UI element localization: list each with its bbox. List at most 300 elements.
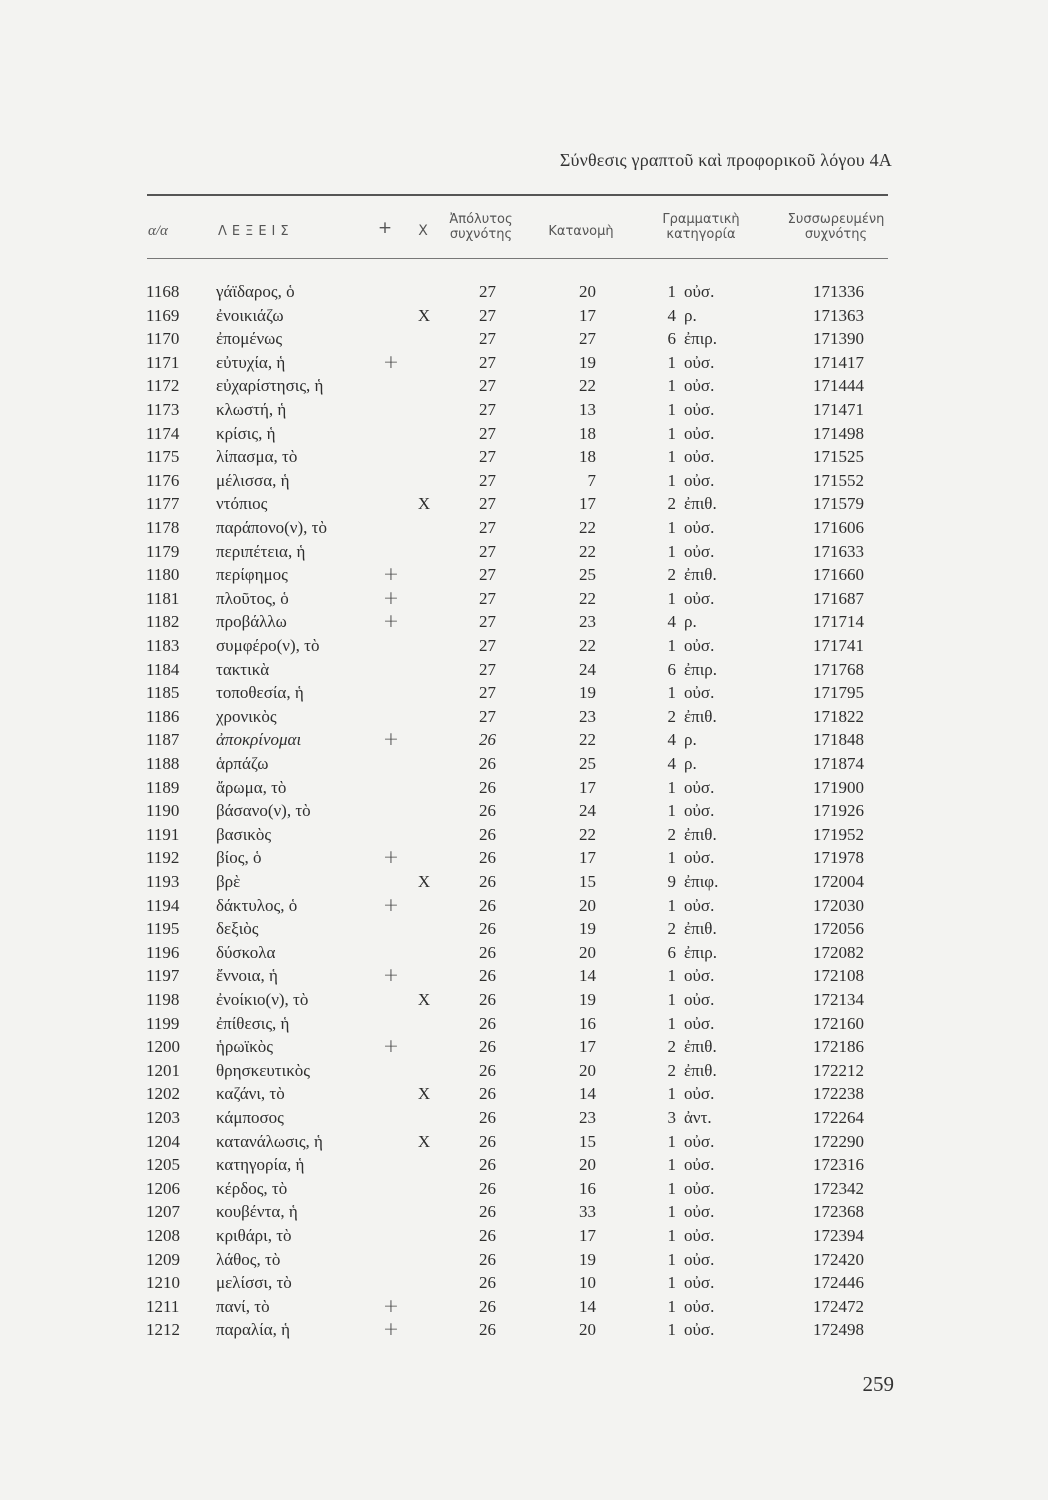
table-row (0, 846, 1048, 870)
cumulative-frequency: 171552 (813, 470, 864, 490)
table-row (0, 422, 1048, 446)
word: βάσανο(ν), τὸ (216, 801, 311, 821)
absolute-frequency: 27 (479, 305, 496, 325)
plus-mark: + (383, 1318, 399, 1341)
distribution: 23 (579, 612, 596, 632)
table-row (0, 1295, 1048, 1319)
category-number: 1 (667, 636, 676, 655)
category-abbrev: οὐσ. (684, 400, 715, 419)
absolute-frequency: 26 (479, 754, 496, 773)
distribution: 17 (579, 305, 596, 325)
word: ἐπομένως (216, 329, 283, 349)
distribution: 16 (579, 1178, 596, 1198)
table-row (0, 304, 1048, 328)
plus-mark: + (383, 893, 399, 916)
category-number: 1 (667, 541, 676, 561)
table-row (0, 705, 1048, 729)
page-number: 259 (862, 1372, 894, 1396)
word: ἐνοικιάζω (216, 305, 284, 325)
category-abbrev: οὐσ. (684, 1296, 715, 1316)
row-number: 1190 (146, 801, 180, 821)
word: λίπασμα, τὸ (216, 447, 298, 467)
cumulative-frequency: 171768 (813, 659, 864, 679)
cumulative-frequency: 171471 (813, 400, 864, 419)
row-number: 1168 (146, 282, 180, 301)
row-number: 1182 (146, 612, 180, 632)
cumulative-frequency: 171633 (813, 541, 864, 561)
cumulative-frequency: 172030 (813, 895, 864, 915)
header-absolute-frequency (440, 212, 522, 242)
category-abbrev: οὐσ. (684, 447, 715, 467)
x-mark: Χ (417, 494, 431, 514)
absolute-frequency: 27 (479, 518, 496, 537)
row-number: 1205 (146, 1155, 180, 1175)
row-number: 1196 (146, 942, 180, 962)
distribution: 17 (579, 1037, 596, 1057)
category-abbrev: ἐπιθ. (684, 565, 717, 585)
word: βίος, ὁ (216, 848, 262, 868)
header-abs-line1: Ἀπόλυτος (449, 212, 513, 227)
word: καζάνι, τὸ (216, 1084, 285, 1104)
word: ντόπιος (216, 494, 268, 514)
distribution: 25 (579, 565, 596, 585)
row-number: 1172 (146, 376, 180, 396)
distribution: 20 (579, 282, 596, 301)
distribution: 22 (579, 541, 596, 561)
table-row (0, 351, 1048, 375)
category-abbrev: οὐσ. (684, 1202, 715, 1222)
word: πανί, τὸ (216, 1296, 270, 1316)
table-row (0, 1177, 1048, 1201)
row-number: 1204 (146, 1131, 180, 1151)
word: θρησκευτικὸς (216, 1060, 311, 1080)
cumulative-frequency: 171978 (813, 848, 864, 868)
word: πλοῦτος, ὁ (216, 588, 289, 608)
distribution: 16 (579, 1013, 596, 1033)
distribution: 17 (579, 494, 596, 514)
distribution: 22 (579, 518, 596, 537)
category-abbrev: οὐσ. (684, 1084, 715, 1104)
row-number: 1197 (146, 966, 180, 986)
distribution: 22 (579, 824, 596, 844)
word: ἁρπάζω (216, 754, 269, 773)
category-abbrev: ἐπιρ. (684, 659, 718, 679)
distribution: 25 (579, 754, 596, 773)
category-number: 1 (667, 588, 676, 608)
absolute-frequency: 26 (479, 1060, 496, 1080)
cumulative-frequency: 171606 (813, 518, 864, 537)
cumulative-frequency: 172056 (813, 919, 864, 939)
header-abs-line2: συχνότης (449, 227, 513, 242)
row-number: 1198 (146, 990, 180, 1009)
distribution: 20 (579, 1060, 596, 1080)
cumulative-frequency: 172446 (813, 1273, 864, 1293)
absolute-frequency: 27 (479, 565, 496, 585)
row-number: 1210 (146, 1273, 180, 1293)
table-row (0, 894, 1048, 918)
category-number: 1 (667, 1226, 676, 1245)
row-number: 1185 (146, 683, 180, 703)
category-number: 1 (667, 282, 676, 301)
absolute-frequency: 26 (479, 1226, 496, 1245)
absolute-frequency: 26 (479, 1320, 496, 1340)
distribution: 14 (579, 1084, 596, 1104)
category-number: 6 (667, 942, 676, 962)
category-abbrev: οὐσ. (684, 1320, 715, 1340)
table-row (0, 1059, 1048, 1083)
row-number: 1184 (146, 659, 180, 679)
cumulative-frequency: 172420 (813, 1249, 864, 1269)
category-abbrev: ἐπιθ. (684, 1060, 717, 1080)
absolute-frequency: 27 (479, 447, 496, 467)
category-number: 1 (667, 447, 676, 467)
word: εὐχαρίστησις, ἡ (216, 376, 324, 396)
row-number: 1194 (146, 895, 180, 915)
table-row (0, 941, 1048, 965)
word: εὐτυχία, ἡ (216, 352, 286, 372)
absolute-frequency: 26 (479, 1037, 496, 1057)
category-number: 6 (667, 329, 676, 349)
distribution: 22 (579, 636, 596, 655)
word: κλωστή, ἡ (216, 400, 287, 419)
absolute-frequency: 26 (479, 1249, 496, 1269)
word: μέλισσα, ἡ (216, 470, 290, 490)
row-number: 1195 (146, 919, 180, 939)
word: ἔννοια, ἡ (216, 966, 278, 986)
cumulative-frequency: 172290 (813, 1131, 864, 1151)
row-number: 1212 (146, 1320, 180, 1340)
distribution: 20 (579, 1155, 596, 1175)
row-number: 1201 (146, 1060, 180, 1080)
distribution: 17 (579, 777, 596, 797)
distribution: 23 (579, 706, 596, 726)
row-number: 1169 (146, 305, 180, 325)
x-mark: Χ (417, 1131, 431, 1151)
category-number: 1 (667, 423, 676, 443)
absolute-frequency: 26 (479, 1131, 496, 1151)
plus-mark: + (383, 846, 399, 869)
category-number: 1 (667, 990, 676, 1009)
cumulative-frequency: 171714 (813, 612, 864, 632)
cumulative-frequency: 172082 (813, 942, 864, 962)
table-row (0, 823, 1048, 847)
category-abbrev: οὐσ. (684, 683, 715, 703)
absolute-frequency: 27 (479, 541, 496, 561)
category-number: 2 (667, 919, 676, 939)
distribution: 10 (579, 1273, 596, 1293)
category-number: 4 (667, 305, 676, 325)
absolute-frequency: 26 (479, 966, 496, 986)
category-abbrev: ρ. (684, 730, 697, 750)
word: κέρδος, τὸ (216, 1178, 288, 1198)
category-abbrev: οὐσ. (684, 423, 715, 443)
word: κατανάλωσις, ἡ (216, 1131, 323, 1151)
category-abbrev: οὐσ. (684, 1178, 715, 1198)
category-abbrev: ρ. (684, 754, 697, 773)
row-number: 1186 (146, 706, 180, 726)
distribution: 22 (579, 730, 596, 750)
table-row (0, 540, 1048, 564)
absolute-frequency: 26 (479, 872, 496, 891)
row-number: 1188 (146, 754, 180, 773)
table-row (0, 681, 1048, 705)
category-number: 4 (667, 612, 676, 632)
row-number: 1209 (146, 1249, 180, 1269)
table-row (0, 1082, 1048, 1106)
category-number: 1 (667, 376, 676, 396)
absolute-frequency: 26 (479, 801, 496, 821)
absolute-frequency: 26 (479, 1178, 496, 1198)
table-row (0, 1035, 1048, 1059)
category-number: 1 (667, 400, 676, 419)
table-row (0, 799, 1048, 823)
distribution: 15 (579, 872, 596, 891)
top-rule (147, 194, 888, 196)
absolute-frequency: 27 (479, 376, 496, 396)
header-rule (147, 258, 888, 259)
header-plus: + (377, 218, 393, 238)
cumulative-frequency: 171390 (813, 329, 864, 349)
row-number: 1211 (146, 1296, 180, 1316)
cumulative-frequency: 171579 (813, 494, 864, 514)
category-number: 4 (667, 730, 676, 750)
word: παραλία, ἡ (216, 1320, 290, 1340)
distribution: 33 (579, 1202, 596, 1222)
cumulative-frequency: 171336 (813, 282, 864, 301)
row-number: 1200 (146, 1037, 180, 1057)
absolute-frequency: 26 (479, 848, 496, 868)
cumulative-frequency: 172264 (813, 1108, 864, 1127)
absolute-frequency: 27 (479, 636, 496, 655)
row-number: 1178 (146, 518, 180, 537)
row-number: 1179 (146, 541, 180, 561)
word: τοποθεσία, ἡ (216, 683, 304, 703)
distribution: 23 (579, 1108, 596, 1127)
word: δάκτυλος, ὁ (216, 895, 298, 915)
word: ἐπίθεσις, ἡ (216, 1013, 290, 1033)
row-number: 1193 (146, 872, 180, 891)
distribution: 20 (579, 1320, 596, 1340)
category-abbrev: οὐσ. (684, 848, 715, 868)
table-row (0, 280, 1048, 304)
category-number: 1 (667, 1084, 676, 1104)
header-sys-line2: συχνότης (804, 227, 868, 242)
category-number: 9 (667, 872, 676, 891)
table-row (0, 752, 1048, 776)
cumulative-frequency: 171687 (813, 588, 864, 608)
table-row (0, 1248, 1048, 1272)
cumulative-frequency: 172186 (813, 1037, 864, 1057)
cumulative-frequency: 171660 (813, 565, 864, 585)
category-number: 1 (667, 1273, 676, 1293)
word: τακτικὰ (216, 659, 270, 679)
category-abbrev: ἐπιθ. (684, 706, 717, 726)
table-row (0, 1153, 1048, 1177)
category-number: 1 (667, 777, 676, 797)
row-number: 1203 (146, 1108, 180, 1127)
category-abbrev: οὐσ. (684, 801, 715, 821)
table-row (0, 374, 1048, 398)
distribution: 17 (579, 1226, 596, 1245)
x-mark: Χ (417, 872, 431, 891)
word: περιπέτεια, ἡ (216, 541, 306, 561)
table-row (0, 917, 1048, 941)
category-abbrev: ἐπιθ. (684, 1037, 717, 1057)
category-abbrev: ἐπιρ. (684, 329, 718, 349)
x-mark: Χ (417, 305, 431, 325)
category-number: 2 (667, 1037, 676, 1057)
row-number: 1180 (146, 565, 180, 585)
cumulative-frequency: 171848 (813, 730, 864, 750)
header-sys-line1: Συσσωρευμένη (787, 212, 885, 227)
absolute-frequency: 27 (479, 494, 496, 514)
distribution: 14 (579, 1296, 596, 1316)
category-number: 1 (667, 848, 676, 868)
cumulative-frequency: 171741 (813, 636, 864, 655)
word: παράπονο(ν), τὸ (216, 518, 327, 537)
table-row (0, 516, 1048, 540)
category-number: 3 (667, 1108, 676, 1127)
category-abbrev: οὐσ. (684, 966, 715, 986)
absolute-frequency: 26 (479, 1202, 496, 1222)
row-number: 1206 (146, 1178, 180, 1198)
word: ἀποκρίνομαι (216, 730, 302, 750)
table-row (0, 469, 1048, 493)
distribution: 19 (579, 919, 596, 939)
category-abbrev: ρ. (684, 305, 697, 325)
plus-mark: + (383, 563, 399, 586)
category-abbrev: οὐσ. (684, 777, 715, 797)
header-cumulative-frequency (778, 212, 894, 242)
table-row (0, 1012, 1048, 1036)
row-number: 1192 (146, 848, 180, 868)
distribution: 22 (579, 588, 596, 608)
absolute-frequency: 26 (479, 730, 496, 750)
distribution: 27 (579, 329, 596, 349)
distribution: 24 (579, 801, 596, 821)
plus-mark: + (383, 728, 399, 751)
category-abbrev: οὐσ. (684, 1131, 715, 1151)
category-number: 1 (667, 1178, 676, 1198)
category-number: 1 (667, 352, 676, 372)
absolute-frequency: 27 (479, 706, 496, 726)
absolute-frequency: 26 (479, 1296, 496, 1316)
row-number: 1170 (146, 329, 180, 349)
table-row (0, 634, 1048, 658)
row-number: 1175 (146, 447, 180, 467)
row-number: 1202 (146, 1084, 180, 1104)
word: συμφέρο(ν), τὸ (216, 636, 320, 655)
word: κρίσις, ἡ (216, 423, 276, 443)
row-number: 1207 (146, 1202, 180, 1222)
word: βρὲ (216, 872, 241, 891)
word: μελίσσι, τὸ (216, 1273, 292, 1293)
absolute-frequency: 27 (479, 683, 496, 703)
category-abbrev: οὐσ. (684, 1226, 715, 1245)
category-number: 6 (667, 659, 676, 679)
category-number: 1 (667, 1013, 676, 1033)
row-number: 1173 (146, 400, 180, 419)
word: δύσκολα (216, 942, 276, 962)
table-row (0, 398, 1048, 422)
table-row (0, 610, 1048, 634)
cumulative-frequency: 172134 (813, 990, 864, 1009)
row-number: 1189 (146, 777, 180, 797)
running-head: Σύνθεσις γραπτοῦ καὶ προφορικοῦ λόγου 4Α (559, 150, 892, 170)
category-number: 1 (667, 1320, 676, 1340)
category-abbrev: ἀντ. (684, 1108, 712, 1127)
table-row (0, 964, 1048, 988)
category-abbrev: οὐσ. (684, 1013, 715, 1033)
category-abbrev: οὐσ. (684, 990, 715, 1009)
absolute-frequency: 27 (479, 282, 496, 301)
word: βασικὸς (216, 824, 272, 844)
word: χρονικὸς (216, 706, 277, 726)
table-row (0, 1318, 1048, 1342)
absolute-frequency: 26 (479, 990, 496, 1009)
table-row (0, 870, 1048, 894)
absolute-frequency: 26 (479, 1013, 496, 1033)
table-row (0, 563, 1048, 587)
distribution: 19 (579, 1249, 596, 1269)
header-lexeis: ΛΕΞΕΙΣ (218, 224, 294, 239)
table-row (0, 988, 1048, 1012)
absolute-frequency: 26 (479, 1273, 496, 1293)
table-row (0, 658, 1048, 682)
distribution: 14 (579, 966, 596, 986)
distribution: 7 (587, 470, 596, 490)
word: προβάλλω (216, 612, 287, 632)
distribution: 22 (579, 376, 596, 396)
absolute-frequency: 26 (479, 1084, 496, 1104)
cumulative-frequency: 172368 (813, 1202, 864, 1222)
category-abbrev: οὐσ. (684, 1249, 715, 1269)
category-number: 1 (667, 1296, 676, 1316)
row-number: 1208 (146, 1226, 180, 1245)
absolute-frequency: 27 (479, 470, 496, 490)
category-abbrev: οὐσ. (684, 518, 715, 537)
category-number: 1 (667, 895, 676, 915)
row-number: 1183 (146, 636, 180, 655)
category-number: 1 (667, 801, 676, 821)
category-number: 1 (667, 966, 676, 986)
header-aa: α/α (148, 223, 168, 239)
cumulative-frequency: 172212 (813, 1060, 864, 1080)
table-row (0, 1130, 1048, 1154)
distribution: 18 (579, 423, 596, 443)
x-mark: Χ (417, 1084, 431, 1104)
x-mark: Χ (417, 990, 431, 1009)
absolute-frequency: 27 (479, 352, 496, 372)
category-number: 1 (667, 1131, 676, 1151)
category-abbrev: οὐσ. (684, 1273, 715, 1293)
distribution: 17 (579, 848, 596, 868)
cumulative-frequency: 171822 (813, 706, 864, 726)
word: κάμποσος (216, 1108, 284, 1127)
category-abbrev: ἐπιφ. (684, 872, 719, 891)
cumulative-frequency: 171444 (813, 376, 864, 396)
header-gram-line2: κατηγορία (666, 227, 736, 242)
plus-mark: + (383, 610, 399, 633)
cumulative-frequency: 172108 (813, 966, 864, 986)
absolute-frequency: 27 (479, 423, 496, 443)
table-row (0, 327, 1048, 351)
distribution: 20 (579, 895, 596, 915)
category-abbrev: οὐσ. (684, 376, 715, 396)
word: κριθάρι, τὸ (216, 1226, 292, 1245)
row-number: 1187 (146, 730, 180, 750)
category-abbrev: οὐσ. (684, 588, 715, 608)
